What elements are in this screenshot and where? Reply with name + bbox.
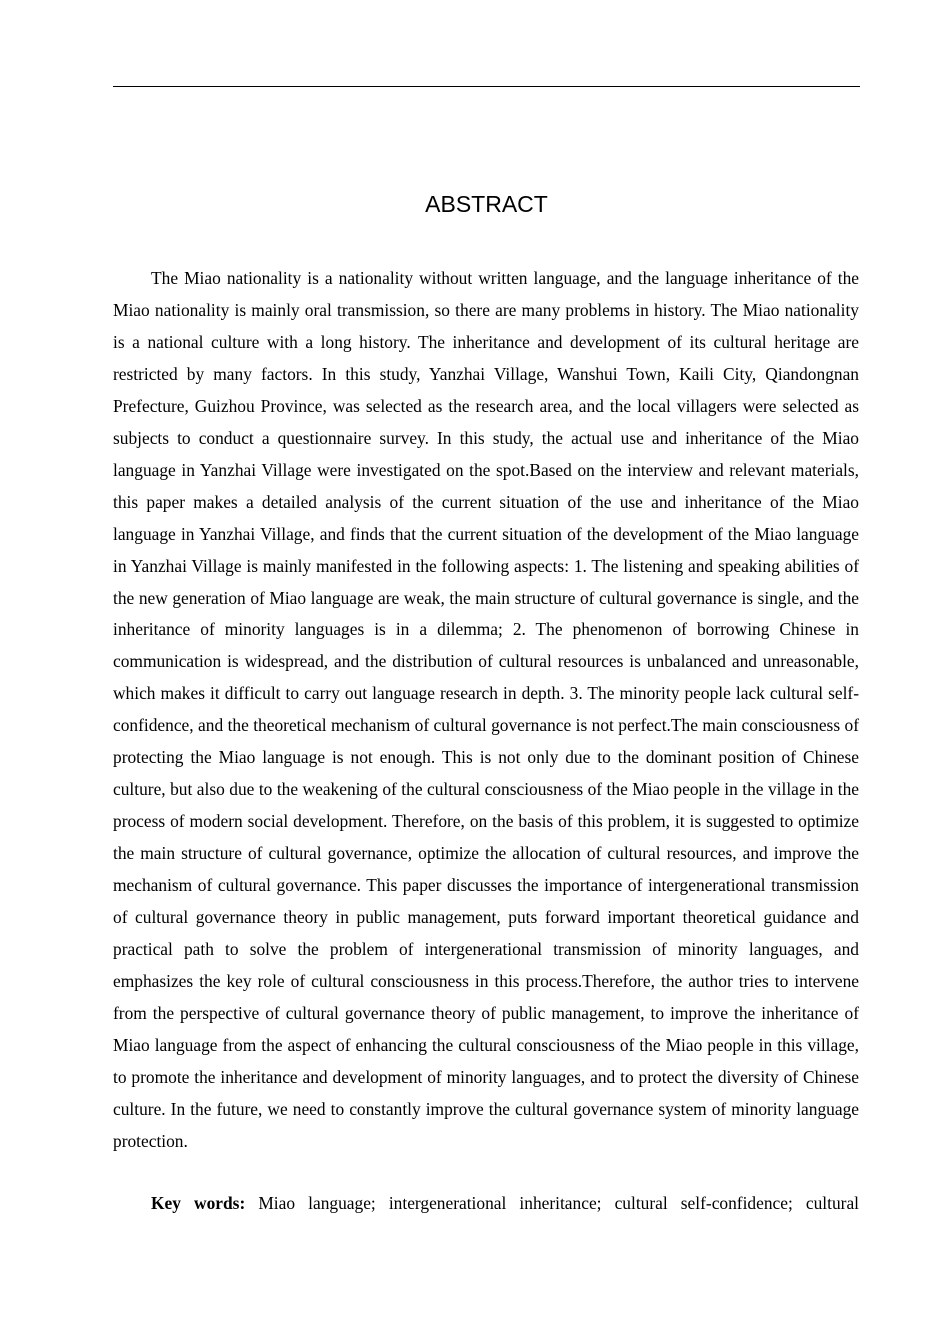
abstract-title: ABSTRACT <box>425 191 548 217</box>
keywords-line <box>113 1188 859 1220</box>
abstract-body: The Miao nationality is a nationality without written language, and the language inheritance of the Miao nationality is mainly oral transmission, so there are many problems in history. The Miao nationality is a national culture with a long history. The inheritance and development of its cultural heritage are restricted by many factors. In this study, Yanzhai Village, Wanshui Town, Kaili City, Qiandongnan Prefecture, Guizhou Province, was selected as the research area, and the local villagers were selected as subjects to conduct a questionnaire survey. In this study, the actual use and inheritance of the Miao language in Yanzhai Village were investigated on the spot.Based on the interview and relevant materials, this paper makes a detailed analysis of the current situation of the use and inheritance of the Miao language in Yanzhai Village, and finds that the current situation of the development of the Miao language in Yanzhai Village is mainly manifested in the following aspects: 1. The listening and speaking abilities of the new generation of Miao language are weak, the main structure of cultural governance is single, and the inheritance of minority languages is in a dilemma; 2. The phenomenon of borrowing Chinese in communication is widespread, and the distribution of cultural resources is unbalanced and unreasonable, which makes it difficult to carry out language research in depth. 3. The minority people lack cultural self-confidence, and the theoretical mechanism of cultural governance is not perfect.The main consciousness of protecting the Miao language is not enough. This is not only due to the dominant position of Chinese culture, but also due to the weakening of the cultural consciousness of the Miao people in the village in the process of modern social development. Therefore, on the basis of this problem, it is suggested to optimize the main structure of cultural governance, optimize the allocation of cultural resources, and improve the mechanism of cultural governance. This paper discusses the importance of intergenerational transmission of cultural governance theory in public management, puts forward important theoretical guidance and practical path to solve the problem of intergenerational transmission of minority languages, and emphasizes the key role of cultural consciousness in this process.Therefore, the author tries to intervene from the perspective of cultural governance theory of public management, to improve the inheritance of Miao language from the aspect of enhancing the cultural consciousness of the Miao people in this village, to promote the inheritance and development of minority languages, and to protect the diversity of Chinese culture. In the future, we need to constantly improve the cultural governance system of minority language protection. <box>113 268 859 1151</box>
keywords-text: Miao language; intergenerational inheritance; cultural self-confidence; cultural <box>245 1193 859 1213</box>
header-rule <box>113 86 860 87</box>
keywords-label: Key words: <box>151 1193 246 1213</box>
